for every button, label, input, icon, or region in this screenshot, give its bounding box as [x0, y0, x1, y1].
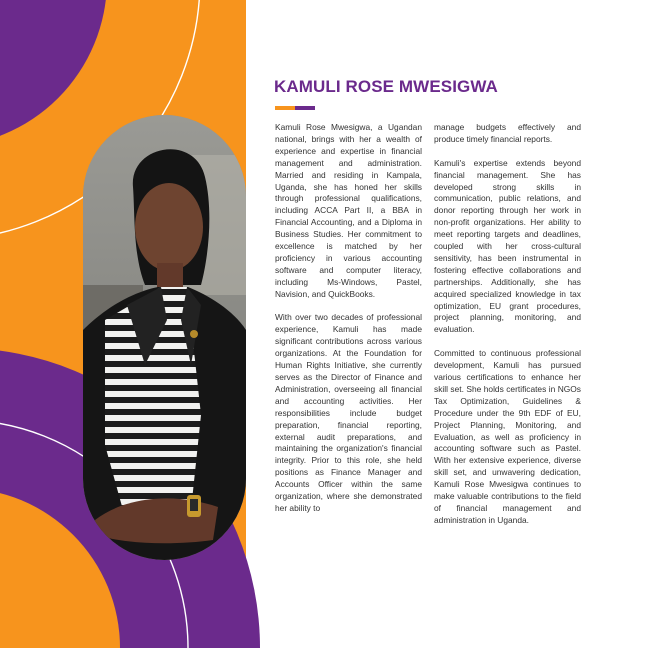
bio-paragraph-development: Committed to continuous professional development, Kamuli has pursued various certifications to enhance her skill set. She holds certificates in NGOs Tax Optimization, Guidelines & Procedure under the 9th EDF of EU, Project Planning, Monitoring, and Evaluation, as well as proficiency in accounting software such as Pastel. With her extensive experience, diverse skill set, and unwavering dedication, Kamuli Rose Mwesigwa continues to make valuable contributions to the field of financial management and administration in Uganda.	[434, 348, 581, 525]
portrait-photo	[83, 115, 246, 560]
underline-orange-segment	[275, 106, 295, 110]
heading-underline	[275, 106, 315, 110]
bio-paragraph-background: Kamuli Rose Mwesigwa, a Ugandan national, brings with her a wealth of experience and expertise in financial management and administration. Married and residing in Kampala, Uganda, she has honed her skills through professional qualifications, including ACCA Part II, a BBA in Financial Accounting, and a Diploma in Business Studies. Her commitment to excellence is matched by her proficiency in various accounting software and computer literacy, including Ms-Windows, Pastel, Navision, and QuickBooks.	[275, 122, 422, 299]
profile-name-heading: KAMULI ROSE MWESIGWA	[274, 77, 498, 96]
bio-paragraph-expertise: Kamuli's expertise extends beyond financial management. She has developed strong skills in communication, public relations, and donor reporting through her work in non-profit organizations. Her ability to meet reporting targets and deadlines, coupled with her cross-cultural sensitivity, has been instrumental in fostering effective collaborations and partnerships. Additionally, she has acquired specialized knowledge in tax optimization, EU grant procedures, project planning, monitoring, and evaluation.	[434, 157, 581, 335]
bio-column-left	[275, 122, 422, 515]
bio-paragraph-experience-continued: manage budgets effectively and produce timely financial reports.	[434, 122, 581, 144]
bio-column-right	[434, 122, 581, 527]
bio-paragraph-experience: With over two decades of professional experience, Kamuli has made significant contributions across various organizations. At the Foundation for Human Rights Initiative, she currently serves as the Director of Finance and Administration, overseeing all financial and accounting activities. Her responsibilities include budget preparation, financial reporting, external audit preparations, and maintaining the organization's financial integrity. Prior to this role, she held positions as Finance Manager and Accounts Officer within the same organization, where she demonstrated her ability to	[275, 312, 422, 513]
underline-purple-segment	[295, 106, 315, 110]
